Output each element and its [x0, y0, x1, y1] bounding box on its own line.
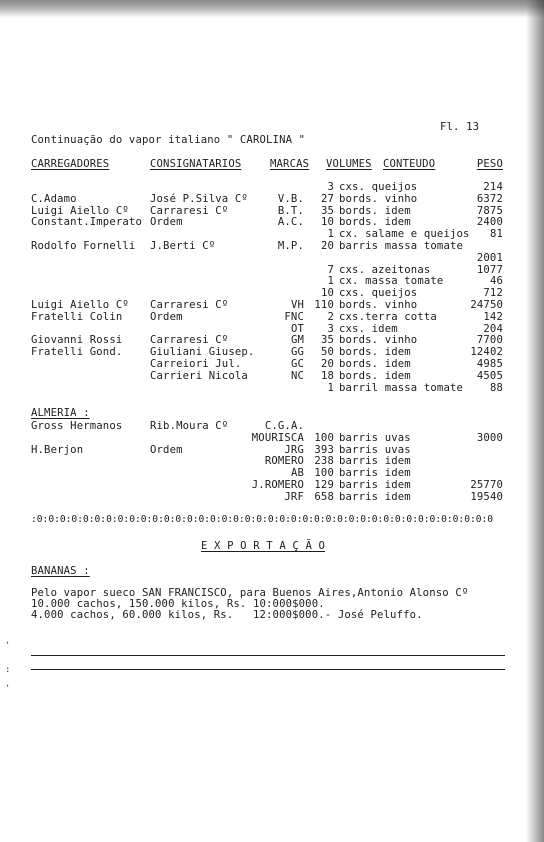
cell-quantidade: 20 [320, 240, 334, 252]
cell-quantidade: 1 [327, 275, 334, 288]
cell-consignatario: Ordem [150, 443, 183, 456]
cell-carregador: H.Berjon [31, 443, 84, 456]
col-header-peso: PESO [476, 158, 503, 170]
cell-quantidade: 658 [314, 490, 334, 503]
margin-mark-1: ' [5, 641, 11, 651]
cell-conteudo: cxs.terra cotta [339, 310, 437, 323]
cell-conteudo: bords. idem [339, 358, 411, 370]
cell-peso: 2001 [476, 251, 503, 264]
cell-quantidade: 27 [320, 192, 334, 205]
cell-peso: 7700 [476, 334, 503, 347]
cell-consignatario: Giuliani Giusep. [150, 346, 255, 359]
margin-mark-2: : [5, 665, 11, 675]
cell-conteudo: bords. idem [339, 216, 411, 229]
col-header-volumes: VOLUMES [326, 158, 372, 170]
cell-quantidade: 35 [320, 334, 334, 347]
cell-peso: 19540 [470, 490, 503, 503]
cell-quantidade: 10 [320, 216, 334, 229]
cell-quantidade: 3 [327, 181, 334, 193]
cell-peso: 88 [489, 381, 503, 394]
cell-marca: GG [290, 346, 304, 359]
cell-conteudo: cxs. queijos [339, 181, 418, 193]
col-header-consignatarios: CONSIGNATARIOS [150, 158, 242, 170]
cell-consignatario: Carraresi Cº [150, 299, 229, 311]
folio-number: Fl. 13 [440, 121, 480, 133]
cell-carregador: Luigi Aiello Cº [31, 299, 129, 311]
almeria-label: ALMERIA : [31, 407, 90, 419]
cell-marca: GC [290, 358, 304, 370]
separator-line: :0:0:0:0:0:0:0:0:0:0:0:0:0:0:0:0:0:0:0:0:0:0:0:0:0:0:0:0:0:0:0:0:0:0:0:0:0:0:0:0 [31, 514, 494, 525]
cell-peso: 46 [489, 275, 503, 288]
cell-quantidade: 1 [327, 228, 334, 241]
cell-marca: NC [290, 369, 304, 382]
col-header-carregadores: CARREGADORES [31, 158, 110, 170]
cell-peso: 7875 [476, 204, 503, 217]
cell-conteudo: barris idem [339, 490, 411, 503]
cell-carregador: Giovanni Rossi [31, 334, 123, 347]
cell-conteudo: cx. salame e queijos [339, 228, 470, 241]
cell-marca: ROMERO [264, 455, 304, 468]
cell-marca: B.T. [277, 204, 304, 217]
cell-conteudo: barris idem [339, 479, 411, 491]
cell-marca: VH [290, 299, 304, 311]
cell-peso: 142 [483, 310, 503, 323]
cell-quantidade: 50 [320, 346, 334, 359]
cell-carregador: Luigi Aiello Cº [31, 204, 129, 217]
cell-peso: 1077 [476, 263, 503, 276]
cell-peso: 204 [483, 322, 503, 335]
cell-marca: OT [290, 322, 304, 335]
col-header-conteudo: CONTEUDO [383, 158, 436, 170]
cell-marca: J.ROMERO [251, 479, 304, 491]
scan-edge-top [0, 0, 544, 18]
cell-conteudo: bords. idem [339, 346, 411, 359]
cell-consignatario: J.Berti Cº [150, 240, 216, 252]
cell-consignatario: Ordem [150, 216, 183, 229]
cell-conteudo: barris massa tomate [339, 240, 464, 252]
cell-quantidade: 100 [314, 467, 334, 480]
cell-carregador: Rodolfo Fornelli [31, 240, 136, 252]
cell-quantidade: 129 [314, 479, 334, 491]
cell-peso: 4505 [476, 369, 503, 382]
cell-conteudo: barris idem [339, 455, 411, 468]
cell-marca: JRF [284, 490, 304, 503]
cell-marca: MOURISCA [251, 431, 304, 444]
cell-peso: 2400 [476, 216, 503, 229]
cell-marca: FNC [284, 310, 304, 323]
cell-conteudo: cxs. idem [339, 322, 398, 335]
cell-conteudo: cx. massa tomate [339, 275, 444, 288]
scan-edge-right [526, 0, 544, 842]
cell-conteudo: barris uvas [339, 443, 411, 456]
cell-carregador: Gross Hermanos [31, 420, 123, 432]
cell-quantidade: 100 [314, 431, 334, 444]
cell-conteudo: barris idem [339, 467, 411, 480]
cell-consignatario: Carraresi Cº [150, 334, 229, 347]
col-header-marcas: MARCAS [270, 158, 310, 170]
cell-consignatario: Ordem [150, 310, 183, 323]
cell-marca: C.G.A. [264, 420, 304, 432]
cell-consignatario: Carraresi Cº [150, 204, 229, 217]
cell-consignatario: José P.Silva Cº [150, 192, 248, 205]
cell-quantidade: 393 [314, 443, 334, 456]
cell-conteudo: bords. idem [339, 204, 411, 217]
cell-conteudo: bords. idem [339, 369, 411, 382]
cell-quantidade: 110 [314, 299, 334, 311]
cell-marca: A.C. [277, 216, 304, 229]
cell-peso: 4985 [476, 358, 503, 370]
cell-conteudo: cxs. azeitonas [339, 263, 431, 276]
cell-quantidade: 3 [327, 322, 334, 335]
cell-marca: AB [290, 467, 304, 480]
bottom-rule-1 [31, 655, 505, 656]
cell-quantidade: 1 [327, 381, 334, 394]
cell-carregador: C.Adamo [31, 192, 77, 205]
cell-marca: JRG [284, 443, 304, 456]
cell-peso: 81 [489, 228, 503, 241]
export-line-3: 4.000 cachos, 60.000 kilos, Rs. 12:000$000.- José Peluffo. [31, 609, 423, 621]
export-line-2: 10.000 cachos, 150.000 kilos, Rs. 10:000$000. [31, 598, 325, 610]
cell-peso: 3000 [476, 431, 503, 444]
cell-quantidade: 35 [320, 204, 334, 217]
exportacao-heading: E X P O R T A Ç Ã O [201, 540, 326, 552]
cell-conteudo: cxs. queijos [339, 287, 418, 300]
cell-consignatario: Carreiori Jul. [150, 358, 242, 370]
cell-conteudo: barris uvas [339, 431, 411, 444]
cell-carregador: Fratelli Gond. [31, 346, 123, 359]
cell-carregador: Fratelli Colin [31, 310, 123, 323]
cell-marca: M.P. [277, 240, 304, 252]
cell-quantidade: 18 [320, 369, 334, 382]
bottom-rule-2 [31, 669, 505, 670]
cell-consignatario: Rib.Moura Cº [150, 420, 229, 432]
cell-quantidade: 238 [314, 455, 334, 468]
cell-quantidade: 7 [327, 263, 334, 276]
cell-marca: GM [290, 334, 304, 347]
cell-conteudo: bords. vinho [339, 334, 418, 347]
cell-quantidade: 2 [327, 310, 334, 323]
cell-conteudo: barril massa tomate [339, 381, 464, 394]
cell-peso: 12402 [470, 346, 503, 359]
cell-marca: V.B. [277, 192, 304, 205]
cell-quantidade: 10 [320, 287, 334, 300]
margin-mark-3: ' [5, 684, 11, 694]
cell-conteudo: bords. vinho [339, 192, 418, 205]
cell-peso: 6372 [476, 192, 503, 205]
export-line-1: Pelo vapor sueco SAN FRANCISCO, para Buenos Aires,Antonio Alonso Cº [31, 587, 469, 599]
cell-conteudo: bords. vinho [339, 299, 418, 311]
page-heading: Continuação do vapor italiano " CAROLINA " [31, 134, 306, 146]
cell-peso: 712 [483, 287, 503, 300]
cell-consignatario: Carrieri Nicola [150, 369, 248, 382]
bananas-label: BANANAS : [31, 565, 90, 577]
cell-peso: 25770 [470, 479, 503, 491]
cell-peso: 24750 [470, 299, 503, 311]
cell-carregador: Constant.Imperato [31, 216, 142, 229]
cell-quantidade: 20 [320, 358, 334, 370]
cell-peso: 214 [483, 181, 503, 193]
